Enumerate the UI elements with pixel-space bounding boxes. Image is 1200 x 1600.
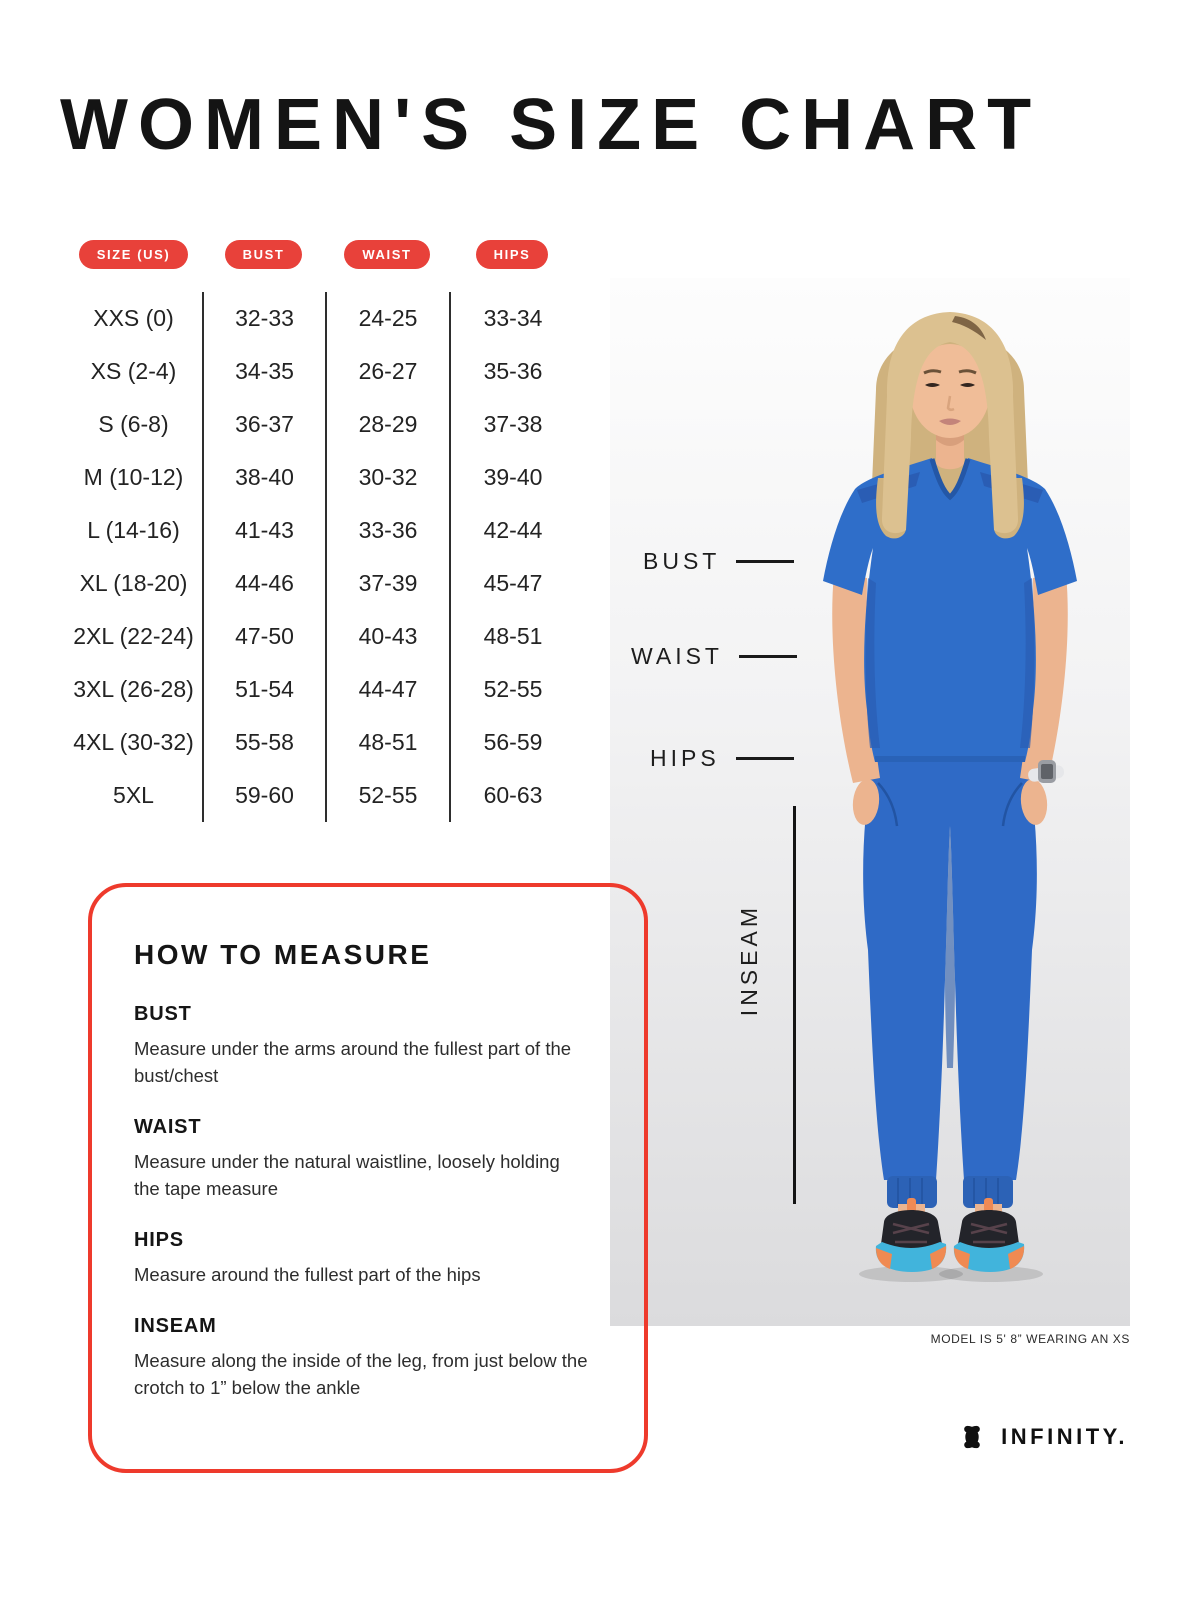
infinity-logo-icon xyxy=(953,1425,991,1449)
waist-callout-label: WAIST xyxy=(631,643,723,669)
measure-section-label: HIPS xyxy=(134,1229,184,1251)
bust-cell: 34-35 xyxy=(202,345,325,398)
column-header-size: SIZE (US) xyxy=(79,240,189,269)
hips-cell: 52-55 xyxy=(449,663,575,716)
page-title: WOMEN'S SIZE CHART xyxy=(60,85,1042,165)
measure-section xyxy=(134,1003,614,1089)
waist-cell: 37-39 xyxy=(325,557,449,610)
size-table-body xyxy=(65,292,577,822)
bust-cell: 59-60 xyxy=(202,769,325,822)
bust-cell: 41-43 xyxy=(202,504,325,557)
hips-cell: 42-44 xyxy=(449,504,575,557)
bust-cell: 44-46 xyxy=(202,557,325,610)
size-cell: 4XL (30-32) xyxy=(73,729,194,755)
brand-logo xyxy=(953,1424,1128,1450)
waist-cell: 33-36 xyxy=(325,504,449,557)
waist-cell: 24-25 xyxy=(325,292,449,345)
bust-cell: 38-40 xyxy=(202,451,325,504)
size-cell: M (10-12) xyxy=(83,464,184,490)
measure-section-text: Measure around the fullest part of the hips xyxy=(134,1264,481,1285)
bust-cell: 55-58 xyxy=(202,716,325,769)
size-cell: S (6-8) xyxy=(98,411,169,437)
waist-cell: 26-27 xyxy=(325,345,449,398)
inseam-callout-line xyxy=(793,806,796,1204)
waist-callout-line xyxy=(739,655,797,658)
measure-section-label: WAIST xyxy=(134,1116,202,1138)
size-cell: 5XL xyxy=(113,782,154,808)
measure-section xyxy=(134,1315,614,1401)
hips-cell: 35-36 xyxy=(449,345,575,398)
inseam-callout-label: INSEAM xyxy=(736,904,762,1017)
how-to-measure-sections xyxy=(134,1003,614,1401)
hips-cell: 37-38 xyxy=(449,398,575,451)
bust-callout xyxy=(643,548,794,575)
size-cell: XL (18-20) xyxy=(79,570,188,596)
hips-cell: 45-47 xyxy=(449,557,575,610)
column-header-waist: WAIST xyxy=(344,240,429,269)
waist-cell: 28-29 xyxy=(325,398,449,451)
model-illustration xyxy=(610,278,1130,1326)
waist-cell: 44-47 xyxy=(325,663,449,716)
size-cell: XS (2-4) xyxy=(90,358,177,384)
size-table-header xyxy=(65,240,577,269)
brand-name: INFINITY. xyxy=(1001,1424,1128,1449)
size-cell: 2XL (22-24) xyxy=(73,623,194,649)
size-table xyxy=(65,240,577,822)
how-to-measure-box xyxy=(88,883,648,1473)
measure-section-label: BUST xyxy=(134,1003,192,1025)
bust-cell: 32-33 xyxy=(202,292,325,345)
size-cell: XXS (0) xyxy=(93,305,174,331)
bust-callout-label: BUST xyxy=(643,548,721,574)
size-cell: L (14-16) xyxy=(87,517,180,543)
hips-cell: 56-59 xyxy=(449,716,575,769)
bust-cell: 36-37 xyxy=(202,398,325,451)
waist-cell: 30-32 xyxy=(325,451,449,504)
measure-section-text: Measure under the arms around the fullest part of the bust/chest xyxy=(134,1038,572,1086)
waist-callout xyxy=(631,643,797,670)
hips-cell: 33-34 xyxy=(449,292,575,345)
size-cell: 3XL (26-28) xyxy=(73,676,194,702)
hips-callout-label: HIPS xyxy=(650,745,720,771)
hips-callout-line xyxy=(736,757,794,760)
measure-section xyxy=(134,1229,614,1288)
bust-cell: 51-54 xyxy=(202,663,325,716)
how-to-measure-title: HOW TO MEASURE xyxy=(134,939,432,970)
column-header-hips: HIPS xyxy=(476,240,549,269)
model-photo xyxy=(610,278,1130,1326)
model-caption: MODEL IS 5' 8” WEARING AN XS xyxy=(930,1332,1130,1346)
hips-cell: 48-51 xyxy=(449,610,575,663)
hips-callout xyxy=(650,745,794,772)
bust-callout-line xyxy=(736,560,794,563)
hips-cell: 39-40 xyxy=(449,451,575,504)
measure-section-label: INSEAM xyxy=(134,1315,217,1337)
measure-section xyxy=(134,1116,614,1202)
measure-section-text: Measure under the natural waistline, loosely holding the tape measure xyxy=(134,1151,560,1199)
hips-cell: 60-63 xyxy=(449,769,575,822)
column-header-bust: BUST xyxy=(225,240,303,269)
waist-cell: 48-51 xyxy=(325,716,449,769)
bust-cell: 47-50 xyxy=(202,610,325,663)
waist-cell: 40-43 xyxy=(325,610,449,663)
waist-cell: 52-55 xyxy=(325,769,449,822)
measure-section-text: Measure along the inside of the leg, from just below the crotch to 1” below the ankle xyxy=(134,1350,588,1398)
